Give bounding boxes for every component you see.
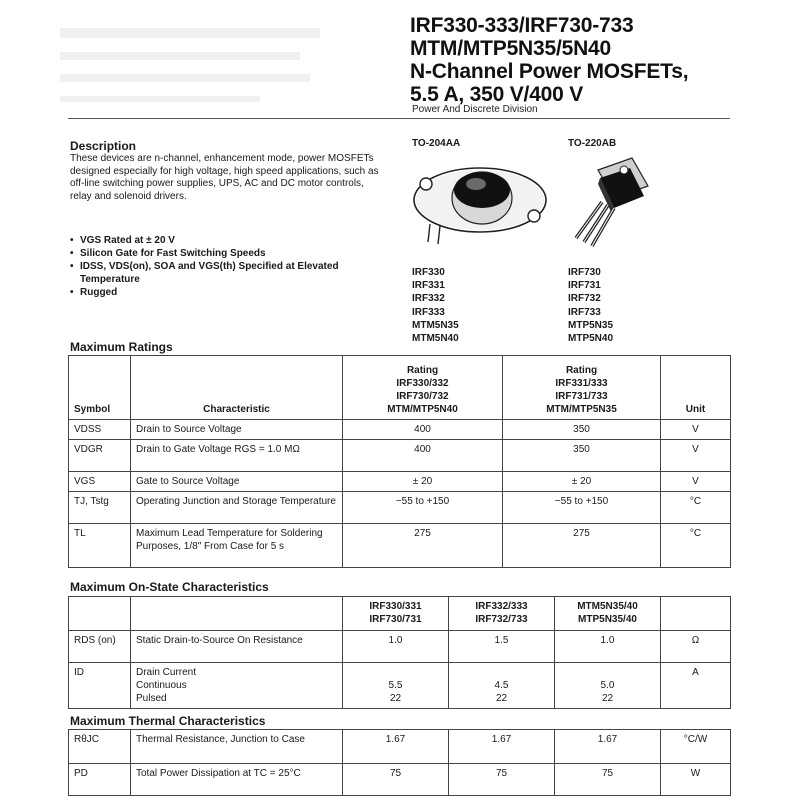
cell-characteristic: Drain to Source Voltage [131,420,343,440]
table-row [69,440,731,472]
feature-text: VGS Rated at ± 20 V [80,235,175,246]
table-row [69,631,731,663]
cell-unit: °C [661,524,731,568]
table-header-row [69,597,731,631]
part-number: MTM5N35 [412,319,459,331]
header-line: Rating [406,365,439,376]
header-symbol: Symbol [69,356,131,420]
description-heading: Description [70,139,137,153]
cell-rating: −55 to +150 [343,492,503,524]
value-line: 5.5 [388,680,403,691]
on-state-heading: Maximum On-State Characteristics [70,580,269,594]
cell-rating: ± 20 [503,472,661,492]
package-label-to204aa: TO-204AA [412,138,461,149]
header-rating-2 [503,356,661,420]
cell-characteristic: Thermal Resistance, Junction to Case [131,730,343,764]
to-204aa-package-icon [410,150,550,250]
cell-symbol: PD [69,764,131,796]
header-line: IRF730/732 [396,391,449,402]
characteristic-line: Continuous [136,680,187,691]
cell-symbol: TJ, Tstg [69,492,131,524]
cell-rating: −55 to +150 [503,492,661,524]
cell-unit: °C/W [661,730,731,764]
title-line: IRF330-333/IRF730-733 [410,14,634,37]
part-number: IRF733 [568,306,601,318]
table-row [69,472,731,492]
package-label-to220ab: TO-220AB [568,138,617,149]
part-number: IRF731 [568,280,601,292]
cell-unit: Ω [661,631,731,663]
cell-characteristic: Total Power Dissipation at TC = 25°C [131,764,343,796]
title-line: MTM/MTP5N35/5N40 [410,37,612,60]
cell-rating: 275 [343,524,503,568]
header-empty [661,597,731,631]
feature-item [70,234,400,247]
cell-unit: W [661,764,731,796]
header-unit: Unit [661,356,731,420]
cell-value: 1.67 [555,730,661,764]
value-line: 22 [389,693,402,704]
value-line: 4.5 [494,680,509,691]
cell-value: 1.0 [343,631,449,663]
max-ratings-heading: Maximum Ratings [70,340,173,354]
cell-rating: 275 [503,524,661,568]
feature-item [70,247,400,260]
header-characteristic: Characteristic [131,356,343,420]
cell-value [449,663,555,709]
header-line: MTM/MTP5N40 [387,404,458,415]
cell-rating: 400 [343,440,503,472]
faded-logo-icon [60,18,330,110]
part-number: IRF331 [412,280,445,292]
cell-value: 75 [555,764,661,796]
cell-symbol: ID [69,663,131,709]
max-ratings-table [68,355,731,568]
cell-characteristic: Drain to Gate Voltage RGS = 1.0 MΩ [131,440,343,472]
feature-list [70,234,400,299]
cell-characteristic: Maximum Lead Temperature for Soldering Purposes, 1/8" From Case for 5 s [131,524,343,568]
header-line: Rating [565,365,598,376]
part-number: MTM5N40 [412,333,459,345]
header-group-2 [449,597,555,631]
table-header-row [69,356,731,420]
cell-characteristic: Operating Junction and Storage Temperature [131,492,343,524]
feature-item [70,286,400,299]
cell-value [555,663,661,709]
feature-text: Silicon Gate for Fast Switching Speeds [80,248,266,259]
header-line: IRF730/731 [369,614,422,625]
part-number: IRF332 [412,293,445,305]
description-text: These devices are n-channel, enhancement mode, power MOSFETs designed especially for high voltage, high speed applications, such as off-line switching power supplies, UPS, AC and DC motor controls, relay and solenoid drivers. [70,153,379,202]
thermal-heading: Maximum Thermal Characteristics [70,714,266,728]
to-220ab-package-icon [562,150,662,250]
cell-symbol: VGS [69,472,131,492]
title-line: 5.5 A, 350 V/400 V [410,83,584,106]
cell-symbol: TL [69,524,131,568]
title-line: N-Channel Power MOSFETs, [410,60,689,83]
header-group-1 [343,597,449,631]
cell-value: 1.67 [343,730,449,764]
cell-characteristic: Gate to Source Voltage [131,472,343,492]
value-line: 22 [601,693,614,704]
cell-characteristic [131,663,343,709]
cell-value: 75 [449,764,555,796]
value-line: 22 [495,693,508,704]
table-row [69,663,731,709]
header-line: IRF731/733 [555,391,608,402]
header-line: IRF330/331 [369,601,422,612]
cell-rating: 350 [503,440,661,472]
header-line: MTM5N35/40 [577,601,638,612]
cell-rating: 400 [343,420,503,440]
thermal-table [68,729,731,796]
part-number: MTP5N35 [568,319,614,331]
cell-symbol: VDGR [69,440,131,472]
cell-rating: ± 20 [343,472,503,492]
part-number: IRF732 [568,293,601,305]
table-row [69,420,731,440]
cell-unit: °C [661,492,731,524]
header-rating-1 [343,356,503,420]
header-line: MTM/MTP5N35 [546,404,617,415]
to220ab-part-list [568,266,613,345]
feature-text: Rugged [80,287,118,298]
cell-unit: A [661,663,731,709]
header-rule [68,118,730,119]
characteristic-line: Pulsed [136,693,167,704]
header-line: IRF330/332 [396,378,449,389]
on-state-table [68,596,731,709]
header-group-3 [555,597,661,631]
document-title [410,14,688,106]
cell-unit: V [661,420,731,440]
cell-value: 1.0 [555,631,661,663]
cell-symbol: RθJC [69,730,131,764]
part-number: MTP5N40 [568,333,614,345]
cell-characteristic: Static Drain-to-Source On Resistance [131,631,343,663]
table-row [69,730,731,764]
cell-value: 1.5 [449,631,555,663]
header-line: IRF332/333 [475,601,528,612]
part-number: IRF330 [412,267,445,278]
header-empty [131,597,343,631]
cell-symbol: VDSS [69,420,131,440]
characteristic-line: Drain Current [136,667,197,678]
division-label: Power And Discrete Division [412,104,538,115]
cell-unit: V [661,440,731,472]
cell-rating: 350 [503,420,661,440]
cell-unit: V [661,472,731,492]
cell-value: 1.67 [449,730,555,764]
cell-symbol: RDS (on) [69,631,131,663]
table-row [69,764,731,796]
cell-value: 75 [343,764,449,796]
part-number: IRF333 [412,306,445,318]
header-empty [69,597,131,631]
header-line: IRF732/733 [475,614,528,625]
header-line: MTP5N35/40 [578,614,637,625]
feature-item [70,260,400,286]
table-row [69,492,731,524]
part-number: IRF730 [568,267,601,278]
value-line: 5.0 [600,680,615,691]
feature-text: IDSS, VDS(on), SOA and VGS(th) Specified at Elevated Temperature [80,261,339,285]
header-line: IRF331/333 [555,378,608,389]
to204aa-part-list [412,266,459,345]
table-row [69,524,731,568]
cell-value [343,663,449,709]
